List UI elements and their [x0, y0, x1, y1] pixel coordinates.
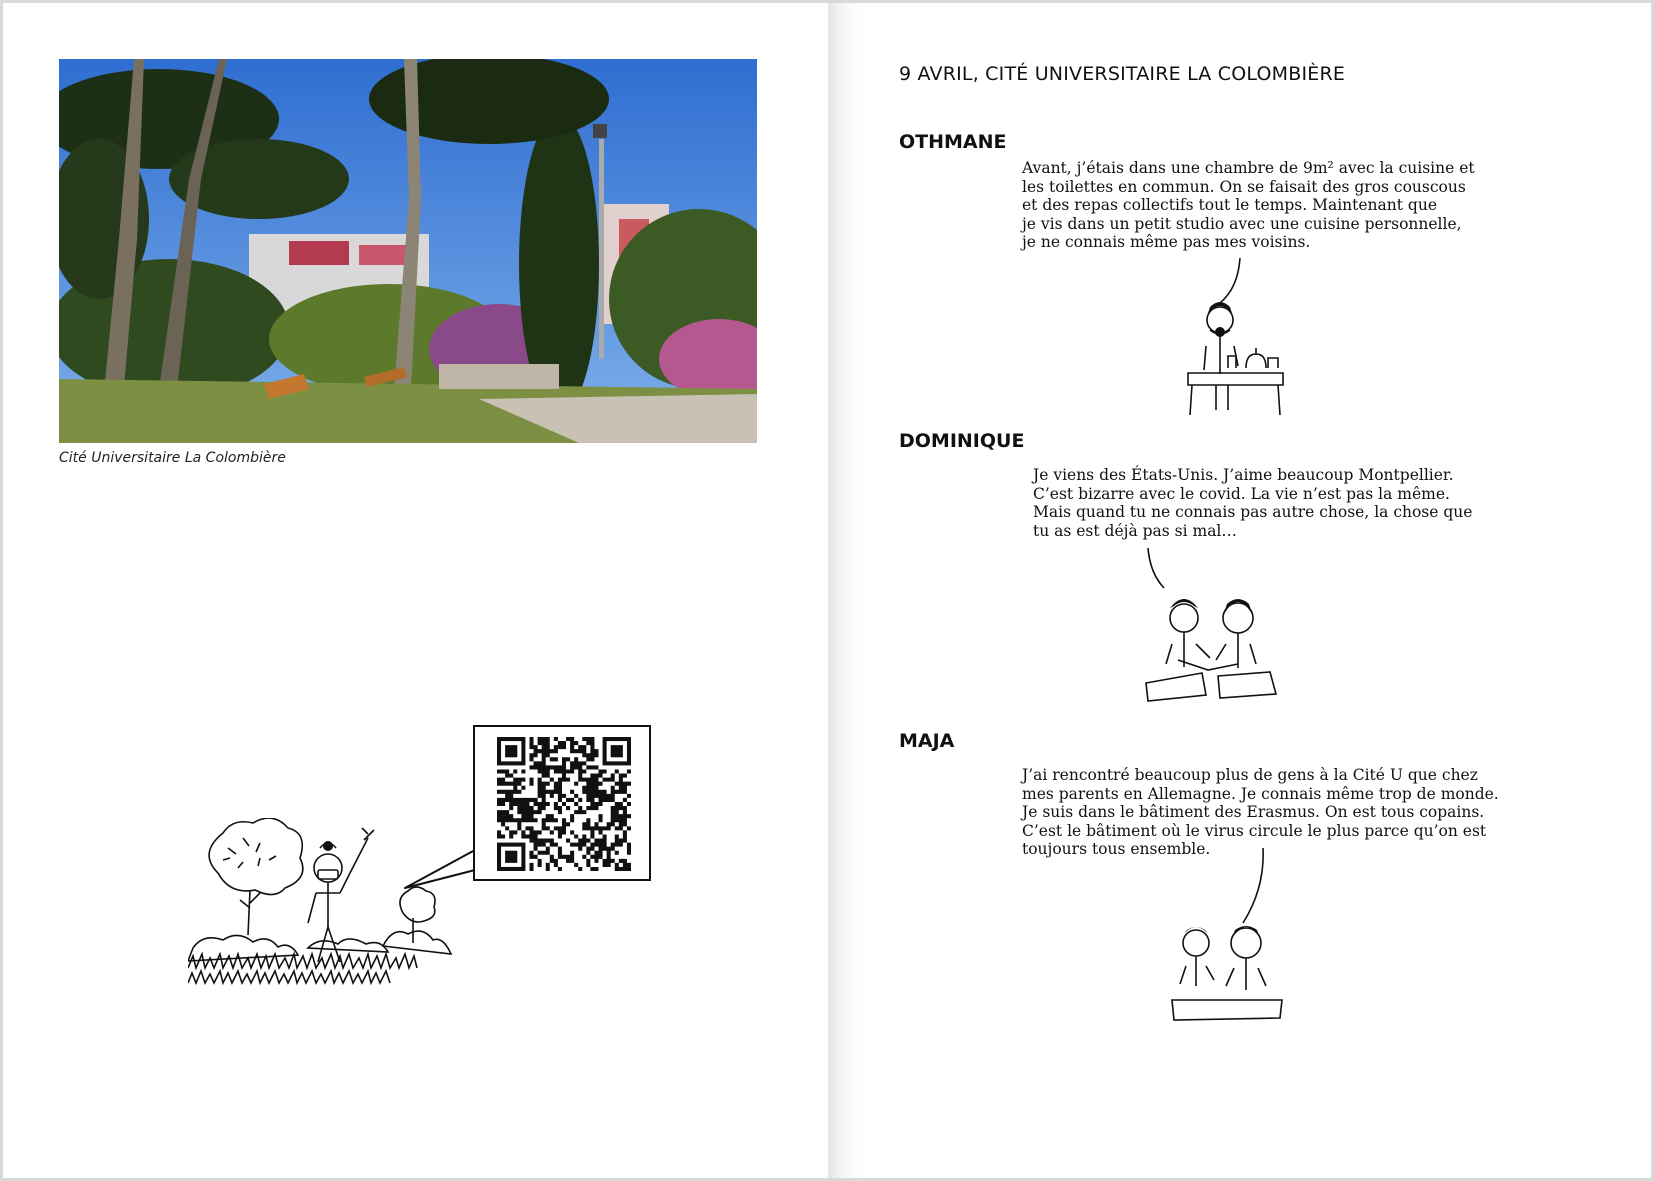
quote-text [1033, 466, 1472, 540]
page-title: 9 AVRIL, CITÉ UNIVERSITAIRE LA COLOMBIÈRE [899, 63, 1346, 85]
quote-line: C’est le bâtiment où le virus circule le plus parce qu’on est [1022, 821, 1487, 840]
qr-code-icon[interactable] [497, 737, 631, 871]
quote-line: les toilettes en commun. On se faisait des gros couscous [1022, 177, 1466, 196]
illustration-person-with-selfie-stick [188, 818, 478, 1003]
left-page [3, 3, 828, 1178]
speaker-name: MAJA [899, 730, 955, 752]
speaker-name: DOMINIQUE [899, 430, 1025, 452]
campus-photo [59, 59, 757, 443]
quote-line: C’est bizarre avec le covid. La vie n’est pas la même. [1033, 484, 1450, 503]
quote-text [1022, 766, 1499, 859]
quote-text [1022, 159, 1475, 252]
photo-caption: Cité Universitaire La Colombière [59, 450, 286, 466]
quote-line: J’ai rencontré beaucoup plus de gens à la Cité U que chez [1022, 766, 1478, 784]
quote-line: toujours tous ensemble. [1022, 840, 1211, 858]
quote-line: je vis dans un petit studio avec une cuisine personnelle, [1022, 214, 1462, 233]
qr-speech-bubble [473, 725, 651, 881]
quote-line: je ne connais même pas mes voisins. [1022, 233, 1311, 251]
right-page [828, 3, 1651, 1178]
illustration-maja-and-friend [1168, 848, 1293, 1023]
quote-line: Avant, j’étais dans une chambre de 9m² avec la cuisine et [1022, 159, 1475, 177]
speaker-name: OTHMANE [899, 131, 1007, 153]
quote-line: tu as est déjà pas si mal… [1033, 521, 1237, 540]
book-spread [3, 3, 1651, 1178]
quote-line: Je suis dans le bâtiment des Erasmus. On est tous copains. [1022, 803, 1485, 821]
illustration-othmane-at-table [1168, 258, 1288, 423]
quote-line: mes parents en Allemagne. Je connais même trop de monde. [1022, 784, 1499, 803]
quote-line: et des repas collectifs tout le temps. Maintenant que [1022, 196, 1437, 214]
quote-line: Je viens des États-Unis. J’aime beaucoup Montpellier. [1033, 466, 1454, 484]
quote-line: Mais quand tu ne connais pas autre chose, la chose que [1033, 503, 1473, 521]
illustration-dominique-and-friend [1138, 548, 1283, 703]
